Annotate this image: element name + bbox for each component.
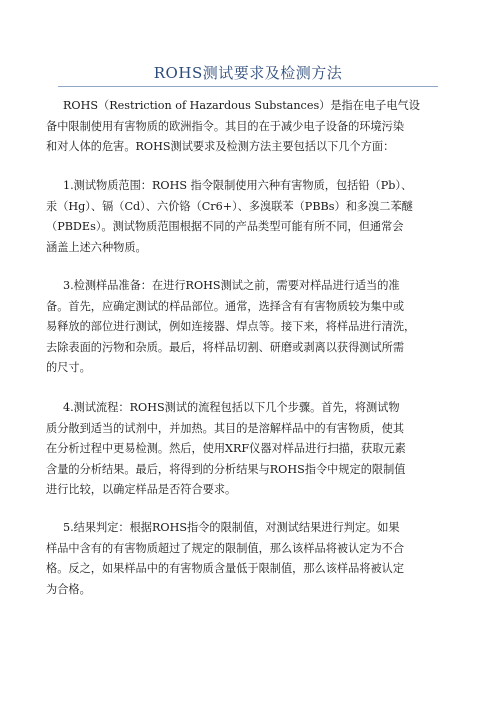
paragraph-result-judgment bbox=[46, 518, 456, 600]
paragraph-line: 4.测试流程：ROHS测试的流程包括以下几个步骤。首先，将测试物 bbox=[63, 401, 400, 414]
paragraph-intro bbox=[46, 96, 456, 158]
paragraph-line: 备。首先，应确定测试的样品部位。通常，选择含有有害物质较为集中或 bbox=[46, 299, 405, 313]
paragraph-line: 含量的分析结果。最后，将得到的分析结果与ROHS指令中规定的限制值 bbox=[46, 462, 406, 476]
paragraph-line: 进行比较，以确定样品是否符合要求。 bbox=[46, 483, 237, 496]
paragraph-line: 涵盖上述六种物质。 bbox=[46, 240, 147, 254]
paragraph-line: 备中限制使用有害物质的欧洲指令。其目的在于减少电子设备的环境污染 bbox=[46, 119, 405, 133]
paragraph-line: （PBDEs）。测试物质范围根据不同的产品类型可能有所不同，但通常会 bbox=[46, 220, 404, 233]
paragraph-line: 去除表面的污物和杂质。最后，将样品切割、研磨或剥离以获得测试所需 bbox=[46, 340, 405, 354]
paragraph-line: 格。反之，如果样品中的有害物质含量低于限制值，那么该样品将被认定 bbox=[46, 562, 405, 575]
paragraph-test-scope bbox=[46, 176, 456, 258]
paragraph-line: 的尺寸。 bbox=[46, 361, 91, 374]
paragraph-line: 1.测试物质范围：ROHS 指令限制使用六种有害物质，包括铅（Pb）、 bbox=[63, 179, 413, 192]
paragraph-line: 样品中含有的有害物质超过了规定的限制值，那么该样品将被认定为不合 bbox=[46, 541, 405, 555]
paragraph-sample-prep bbox=[46, 276, 456, 379]
paragraph-test-process bbox=[46, 398, 456, 501]
paragraph-line: ROHS（Restriction of Hazardous Substances）是指在电子电气设 bbox=[63, 99, 420, 112]
title-divider bbox=[58, 86, 438, 87]
paragraph-line: 为合格。 bbox=[46, 582, 91, 596]
paragraph-line: 质分散到适当的试剂中，并加热。其目的是溶解样品中的有害物质，使其 bbox=[46, 421, 405, 435]
paragraph-line: 易释放的部位进行测试，例如连接器、焊点等。接下来，将样品进行清洗， bbox=[46, 320, 416, 333]
document-title: ROHS测试要求及检测方法 bbox=[153, 64, 343, 82]
paragraph-line: 5.结果判定：根据ROHS指令的限制值，对测试结果进行判定。如果 bbox=[63, 521, 400, 534]
paragraph-line: 汞（Hg）、镉（Cd）、六价铬（Cr6+）、多溴联苯（PBBs）和多溴二苯醚 bbox=[46, 199, 413, 213]
paragraph-line: 和对人体的危害。ROHS测试要求及检测方法主要包括以下几个方面： bbox=[46, 140, 395, 153]
paragraph-line: 3.检测样品准备：在进行ROHS测试之前，需要对样品进行适当的准 bbox=[63, 279, 400, 292]
paragraph-line: 在分析过程中更易检测。然后，使用XRF仪器对样品进行扫描，获取元素 bbox=[46, 442, 406, 455]
